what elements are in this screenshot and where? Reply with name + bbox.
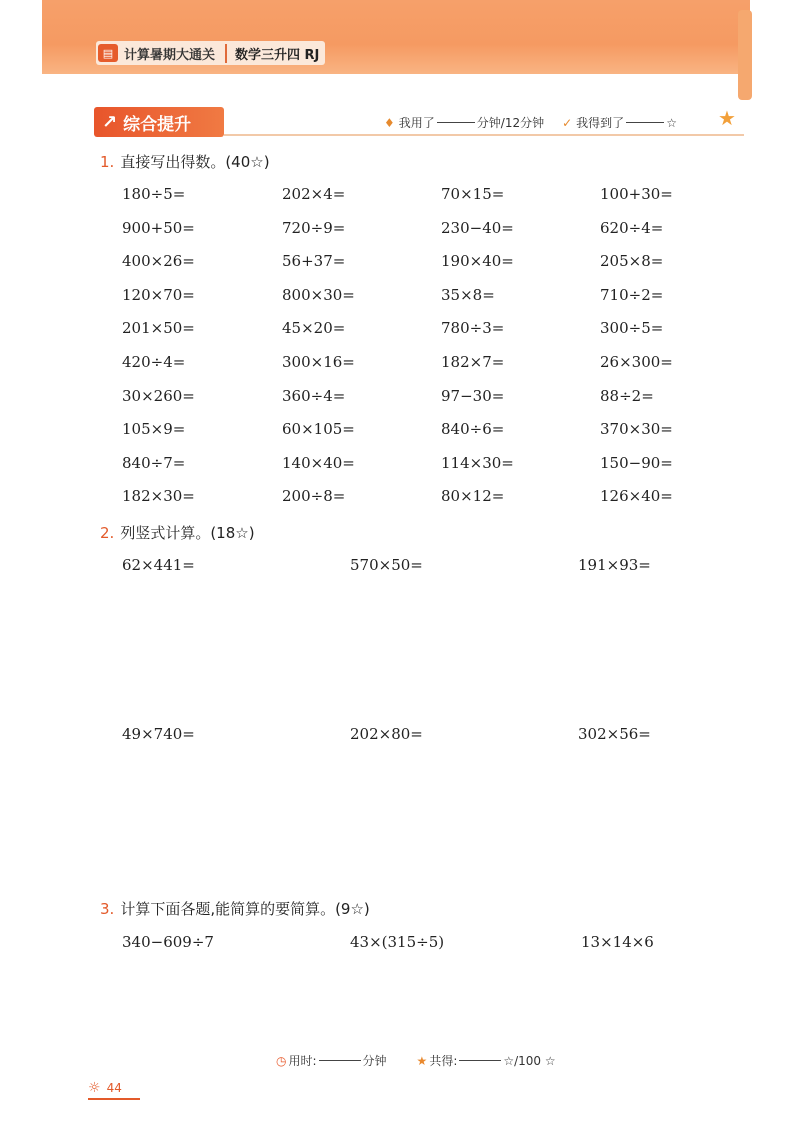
- score-strip: [384, 114, 677, 131]
- q1-problem: 120×70=: [122, 285, 195, 304]
- trend-arrow-icon: ↗: [102, 111, 118, 133]
- q3-number: 3.: [100, 900, 115, 918]
- q1-problem: 710÷2=: [600, 285, 664, 304]
- q1-problem: 180÷5=: [122, 185, 186, 203]
- q1-problem: 300×16=: [282, 353, 355, 371]
- q3-problem: 43×(315÷5): [350, 933, 445, 951]
- q3-text: 计算下面各题,能简算的要简算。(9☆): [120, 900, 370, 918]
- q1-problem: 60×105=: [282, 420, 355, 439]
- score-blank[interactable]: [459, 1060, 501, 1061]
- section-label: 综合提升: [123, 114, 192, 135]
- q1-problem: 300÷5=: [600, 319, 664, 338]
- time-unit: 分钟: [362, 1054, 387, 1068]
- q1-problem: 45×20=: [282, 319, 346, 338]
- section-tag: [94, 107, 224, 137]
- series-header: [96, 41, 325, 65]
- q1-problem: 201×50=: [122, 319, 195, 338]
- footer-score: [276, 1052, 556, 1069]
- q1-problem: 26×300=: [600, 353, 673, 371]
- q3-title: [100, 898, 370, 919]
- score-suffix: ☆/100 ☆: [503, 1053, 556, 1068]
- q1-problem: 230−40=: [441, 218, 514, 237]
- hourglass-icon: ♦: [384, 115, 395, 130]
- q1-problem: 840÷6=: [441, 420, 505, 439]
- q2-problem: 570×50=: [350, 556, 423, 574]
- banner-edge: [738, 10, 752, 100]
- page-number: [88, 1080, 122, 1096]
- got-score-blank[interactable]: [626, 122, 664, 123]
- time-label: 用时:: [288, 1054, 317, 1068]
- q1-problem: 800×30=: [282, 285, 355, 304]
- q1-problem: 400×26=: [122, 252, 195, 271]
- q1-text: 直接写出得数。(40☆): [120, 153, 270, 171]
- check-icon: ✓: [562, 115, 573, 130]
- series-title: 计算暑期大通关: [124, 47, 216, 63]
- time-blank[interactable]: [319, 1060, 361, 1061]
- q1-problem: 182×7=: [441, 353, 505, 371]
- q1-problem: 100+30=: [600, 185, 673, 203]
- q2-problem: 49×740=: [122, 725, 195, 743]
- q2-problem: 302×56=: [578, 725, 651, 743]
- q1-problem: 200÷8=: [282, 487, 346, 506]
- q1-problem: 205×8=: [600, 252, 664, 271]
- section-divider: [224, 134, 744, 136]
- star-icon: ★: [718, 106, 736, 130]
- q2-number: 2.: [100, 524, 115, 542]
- page-underline: [88, 1098, 140, 1100]
- q1-problem: 360÷4=: [282, 386, 346, 405]
- q1-problem: 30×260=: [122, 386, 195, 405]
- q1-problem: 182×30=: [122, 487, 195, 506]
- q2-problem: 62×441=: [122, 556, 195, 574]
- q2-title: [100, 522, 255, 543]
- q2-problem: 202×80=: [350, 725, 423, 743]
- clock-icon: ◷: [276, 1053, 287, 1068]
- used-time-blank[interactable]: [437, 122, 475, 123]
- q1-problem: 780÷3=: [441, 319, 505, 338]
- used-prefix: 我用了: [398, 116, 435, 130]
- sun-icon: ☼: [88, 1080, 101, 1096]
- q1-problem: 720÷9=: [282, 218, 346, 237]
- q2-problem: 191×93=: [578, 556, 651, 574]
- used-suffix: 分钟/12分钟: [476, 116, 545, 130]
- q1-problem: 88÷2=: [600, 386, 654, 405]
- q1-problem: 126×40=: [600, 487, 673, 506]
- q1-problem: 620÷4=: [600, 218, 664, 237]
- q1-problem: 370×30=: [600, 420, 673, 439]
- score-star-icon: ★: [416, 1053, 428, 1068]
- q1-problem: 190×40=: [441, 252, 514, 271]
- series-subtitle: 数学三升四 RJ: [225, 44, 319, 63]
- q1-problem: 114×30=: [441, 453, 514, 472]
- score-label: 共得:: [429, 1054, 458, 1068]
- q1-problem: 35×8=: [441, 285, 495, 304]
- page-number-text: 44: [106, 1081, 122, 1095]
- got-suffix: ☆: [666, 115, 677, 130]
- q1-problem: 420÷4=: [122, 353, 186, 371]
- got-prefix: 我得到了: [576, 116, 625, 130]
- q1-problem: 150−90=: [600, 453, 673, 472]
- q1-problem: 140×40=: [282, 453, 355, 472]
- q1-problem: 840÷7=: [122, 453, 186, 472]
- q1-problem: 900+50=: [122, 218, 195, 237]
- q1-problem: 105×9=: [122, 420, 186, 439]
- q3-problem: 13×14×6: [581, 933, 654, 951]
- q1-number: 1.: [100, 153, 115, 171]
- q1-problem: 80×12=: [441, 487, 505, 506]
- q1-problem: 56+37=: [282, 252, 346, 271]
- q1-problem: 202×4=: [282, 185, 346, 203]
- q1-problem: 70×15=: [441, 185, 505, 203]
- q2-text: 列竖式计算。(18☆): [120, 524, 255, 542]
- q3-problem: 340−609÷7: [122, 933, 214, 951]
- q1-problem: 97−30=: [441, 386, 505, 405]
- book-icon: ▤: [98, 44, 118, 62]
- q1-title: [100, 151, 270, 172]
